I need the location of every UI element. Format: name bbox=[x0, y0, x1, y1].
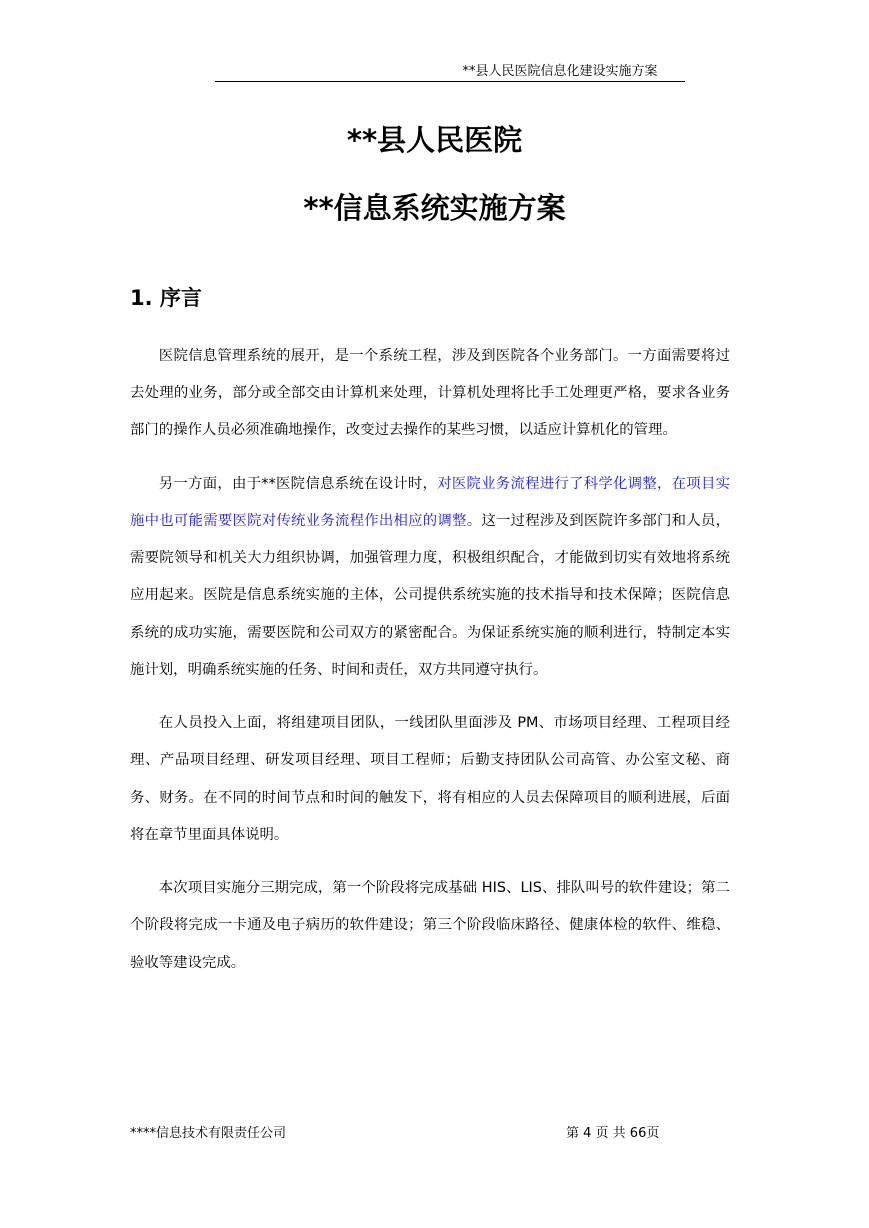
section-heading: 1. 序言 bbox=[130, 286, 202, 310]
document-title-line-2: **信息系统实施方案 bbox=[303, 191, 566, 225]
paragraph-2-lead: 另一方面，由于**医院信息系统在设计时， bbox=[158, 475, 438, 492]
paragraph-4: 本次项目实施分三期完成，第一个阶段将完成基础 HIS、LIS、排队叫号的软件建设；第二个阶段将完成一卡通及电子病历的软件建设；第三个阶段临床路径、健康体检的软件、维稳、验收等建设完成。 bbox=[130, 880, 730, 971]
paragraph-3: 在人员投入上面，将组建项目团队，一线团队里面涉及 PM、市场项目经理、工程项目经理、产品项目经理、研发项目经理、项目工程师；后勤支持团队公司高管、办公室文秘、商务、财务。在不同的时间节点和时间的触发下，将有相应的人员去保障项目的顺利进展，后面将在章节里面具体说明。 bbox=[130, 715, 730, 843]
paragraph-2 bbox=[130, 466, 730, 689]
footer-company: ****信息技术有限责任公司 bbox=[130, 1126, 287, 1141]
header-rule bbox=[215, 81, 685, 82]
footer-page-number: 第 4 页 共 66页 bbox=[566, 1126, 660, 1141]
document-title-line-1: **县人民医院 bbox=[346, 123, 523, 157]
paragraph-2-highlight: 对医院业务流程进行了科学化调整，在项目实施中也可能需要医院对传统业务流程作出相应的调整 bbox=[130, 475, 730, 529]
paragraph-2-rest: 。这一过程涉及到医院许多部门和人员，需要院领导和机关大力组织协调，加强管理力度，积极组织配合，才能做到切实有效地将系统应用起来。医院是信息系统实施的主体，公司提供系统实施的技术指导和技术保障；医院信息系统的成功实施，需要医院和公司双方的紧密配合。为保证系统实施的顺利进行，特制定本实施计划，明确系统实施的任务、时间和责任，双方共同遵守执行。 bbox=[130, 513, 730, 678]
paragraph-1: 医院信息管理系统的展开，是一个系统工程，涉及到医院各个业务部门。一方面需要将过去处理的业务，部分或全部交由计算机来处理，计算机处理将比手工处理更严格，要求各业务部门的操作人员必须准确地操作，改变过去操作的某些习惯，以适应计算机化的管理。 bbox=[130, 348, 730, 439]
body-text bbox=[130, 338, 730, 998]
running-header-title: **县人民医院信息化建设实施方案 bbox=[462, 64, 658, 79]
